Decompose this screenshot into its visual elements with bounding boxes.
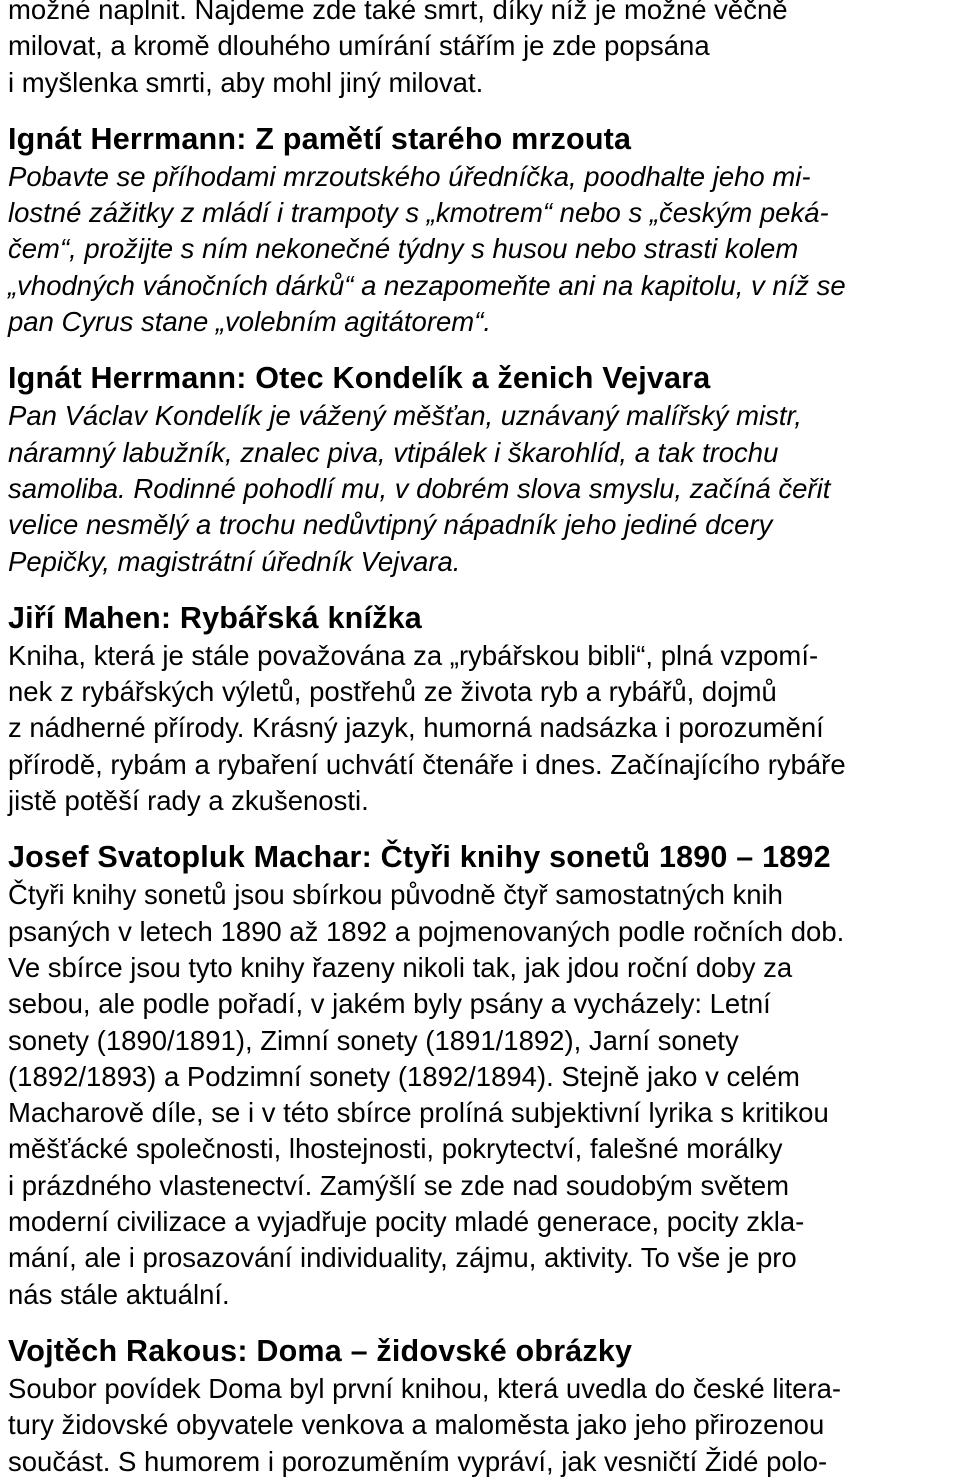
text-line: možné naplnit. Najdeme zde také smrt, díky níž je možné věčně (8, 0, 788, 25)
book-description (8, 159, 952, 340)
text-line: psaných v letech 1890 až 1892 a pojmenovaných podle ročních dob. (8, 915, 845, 947)
book-title: Josef Svatopluk Machar: Čtyři knihy sonetů 1890 – 1892 (8, 840, 831, 875)
catalog-page (8, 0, 952, 1480)
book-description (8, 398, 952, 579)
book-description (8, 638, 952, 819)
text-line: milovat, a kromě dlouhého umírání stářím je zde popsána (8, 30, 710, 62)
book-title: Vojtěch Rakous: Doma – židovské obrázky (8, 1333, 633, 1368)
text-line: náramný labužník, znalec piva, vtipálek i škarohlíd, a tak trochu (8, 436, 779, 468)
book-entry (8, 120, 952, 340)
text-line: Macharově díle, se i v této sbírce prolíná subjektivní lyrika s kritikou (8, 1097, 829, 1129)
text-line: Ve sbírce jsou tyto knihy řazeny nikoli tak, jak jdou roční doby za (8, 951, 793, 983)
text-line: z nádherné přírody. Krásný jazyk, humorná nadsázka i porozumění (8, 712, 824, 744)
intro-paragraph (8, 0, 952, 101)
book-entry (8, 359, 952, 579)
text-line: lostné zážitky z mládí i trampoty s „kmotrem“ nebo s „českým peká- (8, 197, 829, 229)
text-line: i myšlenka smrti, aby mohl jiný milovat. (8, 66, 484, 98)
text-line: (1892/1893) a Podzimní sonety (1892/1894). Stejně jako v celém (8, 1060, 800, 1092)
text-line: měšťácké společnosti, lhostejnosti, pokrytectví, falešné morálky (8, 1133, 783, 1165)
book-entry (8, 599, 952, 819)
book-title: Jiří Mahen: Rybářská knížka (8, 600, 422, 635)
text-line: moderní civilizace a vyjadřuje pocity mladé generace, pocity zkla- (8, 1206, 805, 1238)
text-line: součást. S humorem i porozuměním vypráví, jak vesničtí Židé polo- (8, 1445, 828, 1477)
book-description (8, 1371, 952, 1480)
text-line: jistě potěší rady a zkušenosti. (8, 785, 369, 817)
text-line: sonety (1890/1891), Zimní sonety (1891/1892), Jarní sonety (8, 1024, 739, 1056)
text-line: Pobavte se příhodami mrzoutského úředníčka, poodhalte jeho mi- (8, 160, 811, 192)
text-line: velice nesmělý a trochu nedůvtipný nápadník jeho jediné dcery (8, 509, 773, 541)
text-line: Pan Václav Kondelík je vážený měšťan, uznávaný malířský mistr, (8, 400, 802, 432)
text-line: sebou, ale podle pořadí, v jakém byly psány a vycházely: Letní (8, 988, 771, 1020)
text-line: nás stále aktuální. (8, 1278, 230, 1310)
text-line: Soubor povídek Doma byl první knihou, která uvedla do české litera- (8, 1372, 842, 1404)
book-entry (8, 1332, 952, 1480)
text-line: čem“, prožijte s ním nekonečné týdny s husou nebo strasti kolem (8, 233, 799, 265)
book-description (8, 877, 952, 1313)
text-line: pan Cyrus stane „volebním agitátorem“. (8, 306, 491, 338)
text-line: Pepičky, magistrátní úředník Vejvara. (8, 545, 461, 577)
text-line: přírodě, rybám a rybaření uchvátí čtenáře i dnes. Začínajícího rybáře (8, 748, 846, 780)
text-line: tury židovské obyvatele venkova a maloměsta jako jeho přirozenou (8, 1409, 825, 1441)
text-line: nek z rybářských výletů, postřehů ze života ryb a rybářů, dojmů (8, 676, 777, 708)
book-entry (8, 838, 952, 1313)
text-line: „vhodných vánočních dárků“ a nezapomeňte ani na kapitolu, v níž se (8, 269, 846, 301)
text-line: Kniha, která je stále považována za „rybářskou bibli“, plná vzpomí- (8, 639, 819, 671)
book-title: Ignát Herrmann: Z pamětí starého mrzouta (8, 121, 632, 156)
text-line: samoliba. Rodinné pohodlí mu, v dobrém slova smyslu, začíná čeřit (8, 472, 831, 504)
text-line: Čtyři knihy sonetů jsou sbírkou původně čtyř samostatných knih (8, 879, 783, 911)
book-title: Ignát Herrmann: Otec Kondelík a ženich Vejvara (8, 361, 711, 396)
text-line: mání, ale i prosazování individuality, zájmu, aktivity. To vše je pro (8, 1242, 797, 1274)
text-line: i prázdného vlastenectví. Zamýšlí se zde nad soudobým světem (8, 1169, 790, 1201)
